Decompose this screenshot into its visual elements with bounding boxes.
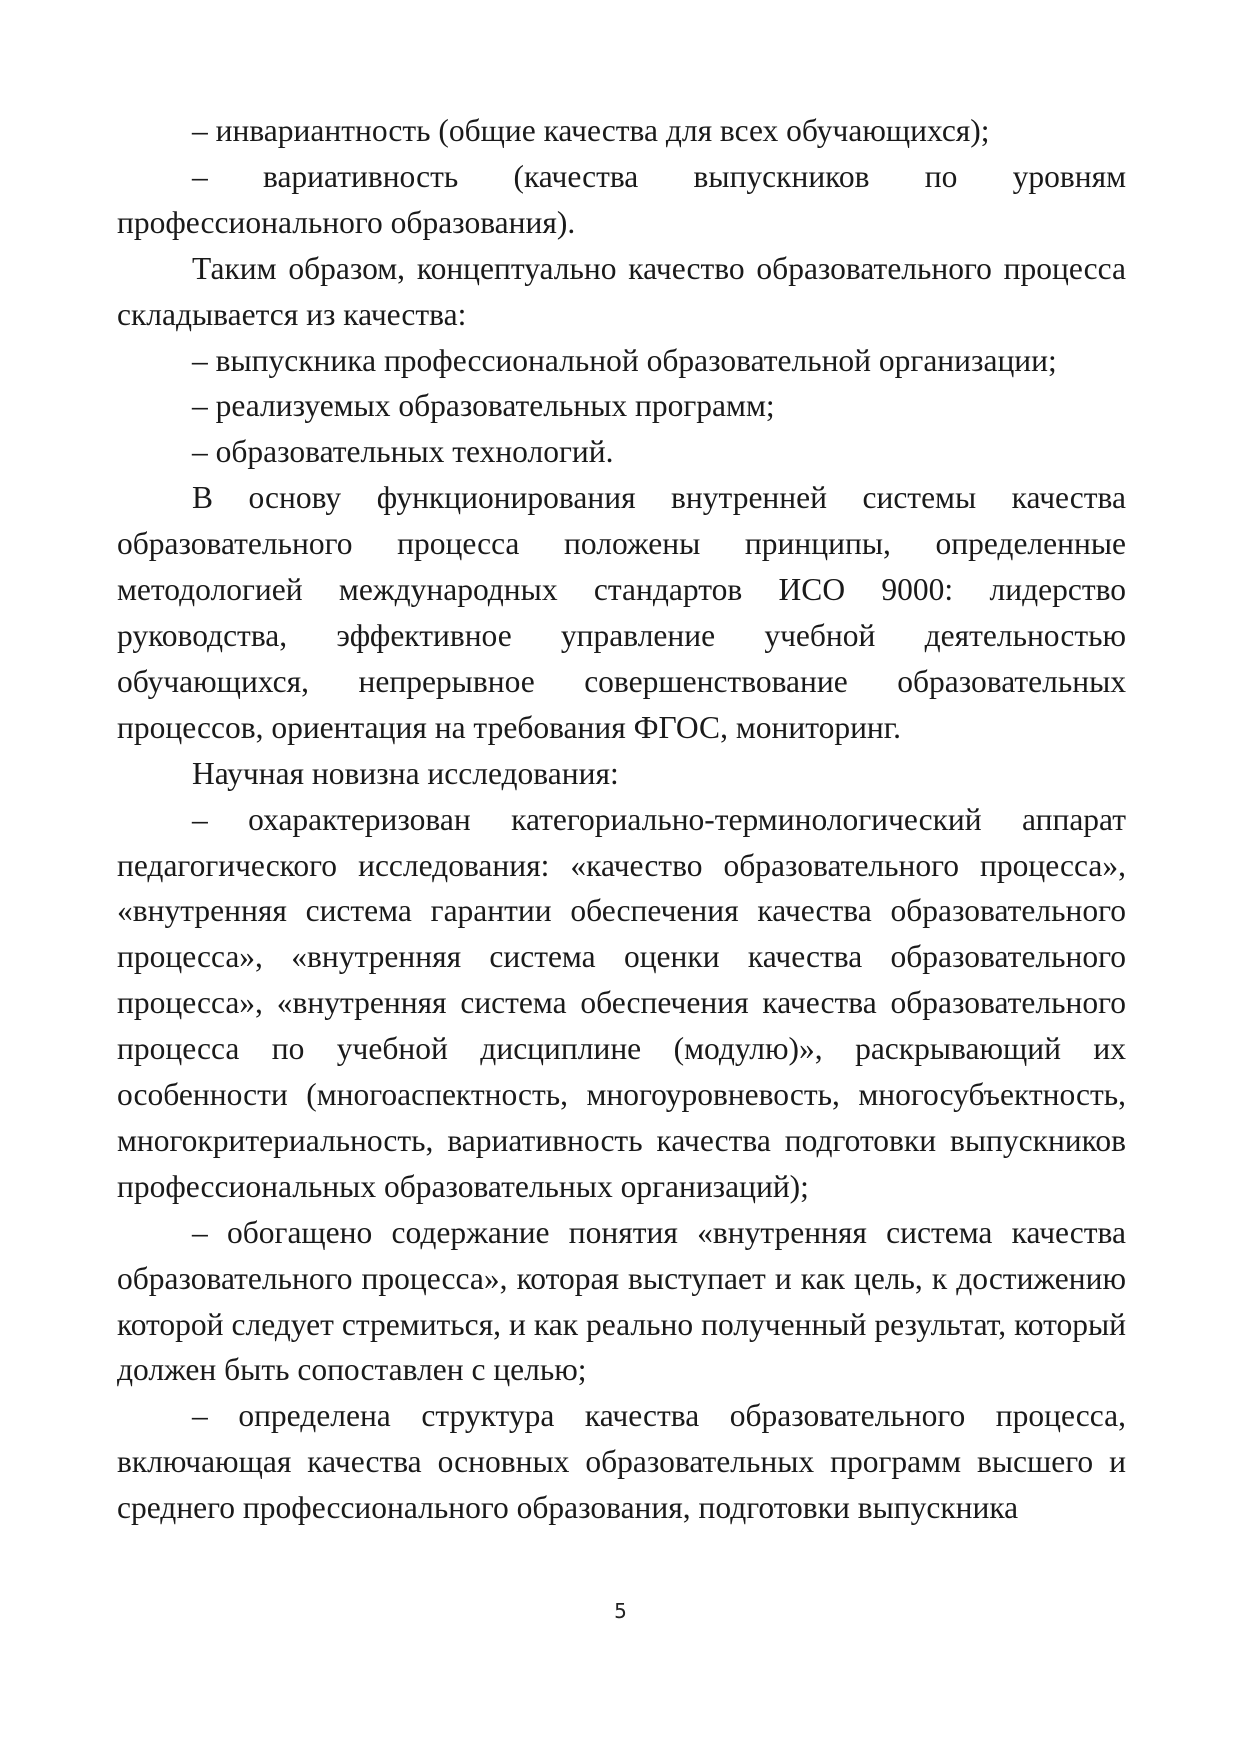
paragraph-variability: – вариативность (качества выпускников по уровням профессионального образования).	[117, 158, 1126, 240]
document-page-body	[117, 108, 1126, 1531]
paragraph-technologies: – образовательных технологий.	[192, 434, 614, 470]
paragraph-novelty-structure: – определена структура качества образовательного процесса, включающая качества основных образовательных программ высшего и среднего профессионального образования, подготовки выпускника	[117, 1398, 1126, 1526]
paragraph-graduate: – выпускника профессиональной образовательной организации;	[192, 342, 1057, 378]
paragraph-novelty-terminology: – охарактеризован категориально-терминологический аппарат педагогического исследования: «качество образовательного процесса», «внутренняя система гарантии обеспечения качества образовательного процесса», «внутренняя система оценки качества образовательного процесса», «внутренняя система обеспечения качества образовательного процесса по учебной дисциплине (модулю)», раскрывающий их особенности (многоаспектность, многоуровневость, многосубъектность, многокритериальность, вариативность качества подготовки выпускников профессиональных образовательных организаций);	[117, 801, 1126, 1204]
paragraph-quality-composition: Таким образом, концептуально качество образовательного процесса складывается из качества:	[117, 250, 1126, 332]
paragraph-iso-principles: В основу функционирования внутренней системы качества образовательного процесса положены принципы, определенные методологией международных стандартов ИСО 9000: лидерство руководства, эффективное управление учебной деятельностью обучающихся, непрерывное совершенствование образовательных процессов, ориентация на требования ФГОС, мониторинг.	[117, 480, 1126, 745]
paragraph-invariance: – инвариантность (общие качества для всех обучающихся);	[192, 113, 990, 148]
paragraph-novelty-concept: – обогащено содержание понятия «внутренняя система качества образовательного процесса», которая выступает и как цель, к достижению которой следует стремиться, и как реально полученный результат, который должен быть сопоставлен с целью;	[117, 1214, 1126, 1388]
paragraph-novelty-heading: Научная новизна исследования:	[192, 755, 619, 791]
page-number: 5	[614, 1599, 627, 1623]
paragraph-programs: – реализуемых образовательных программ;	[192, 388, 775, 424]
